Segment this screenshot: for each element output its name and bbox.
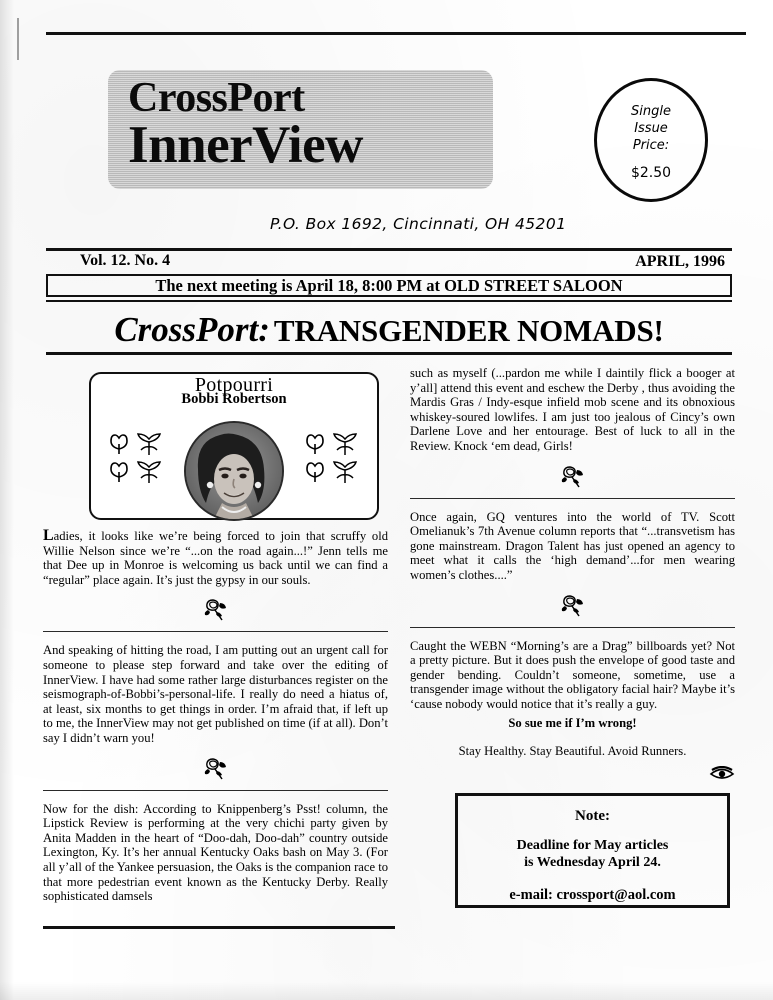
page-title: [46, 310, 732, 350]
signoff-line: Stay Healthy. Stay Beautiful. Avoid Runners.: [458, 744, 687, 759]
note-email: e-mail: crossport@aol.com: [509, 887, 676, 903]
price-label-line2: Issue: [634, 121, 668, 136]
headline-part-b: TRANSGENDER NOMADS!: [273, 313, 664, 348]
left-paragraph-1: [43, 529, 388, 587]
paragraph-divider-rule: [43, 631, 388, 632]
tulip-ornament-group-right: [301, 432, 363, 486]
price-amount: $2.50: [630, 165, 672, 181]
volume-number: Vol. 12. No. 4: [80, 252, 171, 269]
author-portrait-photo: [184, 421, 284, 521]
paragraph-divider-rule: [43, 790, 388, 791]
right-paragraph-3: Caught the WEBN “Morning’s are a Drag” billboards yet? Not a pretty picture. But it does push the envelope of good taste and gender bending. Couldn’t someone, sometime, use a transgender image without the obligatory facial hair? Maybe it’s ‘cause nobody would notice that it’s really a guy.: [410, 638, 735, 711]
next-meeting-banner: The next meeting is April 18, 8:00 PM at OLD STREET SALOON: [46, 274, 732, 297]
single-issue-price-badge: [594, 78, 708, 202]
scan-edge-shadow: [0, 0, 14, 1000]
headline-part-a: CrossPort:: [114, 310, 270, 349]
left-paragraph-2: And speaking of hitting the road, I am putting out an urgent call for someone to please step forward and take over the editing of InnerView. I have had some rather large disturbances register on the seismograph-of-Bobbi’s-personal-life. I really do need a hiatus of, at least, six months to get things in order. I’m afraid that, if left up to me, the InnerView may not get published on time (if at all). Don’t say I didn’t warn you!: [43, 643, 388, 745]
paragraph-divider-rule: [410, 498, 735, 499]
masthead-title-line1: CrossPort: [128, 75, 305, 121]
column-header-box: [89, 372, 379, 520]
fleur-ornament-icon: [135, 460, 163, 486]
fleur-ornament-icon: [135, 432, 163, 458]
right-emphasis-line: So sue me if I’m wrong!: [508, 715, 637, 730]
right-column: [410, 366, 735, 784]
left-paragraph-1-text: adies, it looks like we’re being forced to join that scruffy old Willie Nelson since we’re “...on the road again...!” Jenn tells me that Dee up in Monroe is welcoming us back until we can find a “regular” place again. It’s just the gypsy in our souls.: [43, 529, 388, 587]
note-box: [455, 793, 730, 908]
drop-cap: L: [43, 527, 54, 544]
eye-ornament-icon: [709, 766, 735, 780]
issue-date: APRIL, 1996: [635, 253, 725, 270]
tulip-ornament-group-left: [105, 432, 167, 486]
masthead-title-line2: InnerView: [128, 116, 363, 174]
headline-underline-rule: [46, 352, 732, 355]
portrait-image: [186, 423, 282, 519]
rose-ornament-icon: [201, 753, 231, 781]
scan-bottom-shadow: [0, 982, 773, 1000]
fleur-ornament-icon: [331, 432, 359, 458]
price-label-line3: Price:: [632, 138, 670, 153]
tulip-icon: [301, 432, 329, 458]
tulip-icon: [105, 460, 133, 486]
fleur-ornament-icon: [331, 460, 359, 486]
scan-streak-artifact: [17, 18, 19, 60]
top-border-rule: [46, 32, 746, 35]
price-label-line1: Single: [631, 104, 671, 119]
note-deadline-line1: Deadline for May articles: [516, 838, 669, 853]
rose-ornament-icon: [558, 461, 588, 489]
issue-bar-top-rule: [46, 248, 732, 251]
masthead-panel: [108, 70, 493, 189]
paragraph-divider-rule: [410, 627, 735, 628]
column-author: Bobbi Robertson: [181, 390, 287, 407]
note-deadline-line2: is Wednesday April 24.: [524, 855, 661, 870]
right-paragraph-1: such as myself (...pardon me while I daintily flick a booger at y’all] attend this event and eschew the Derby , thus avoiding the Mardis Gras / Indy-esque infield mob scene and its obnoxious whiskey-soured lowlifes. I am just too jealous of Cincy’s own Darlene Love and her entourage. Best of luck to all in the Review. Knock ‘em dead, Girls!: [410, 366, 735, 453]
left-column-bottom-rule: [43, 926, 395, 929]
right-paragraph-2: Once again, GQ ventures into the world of TV. Scott Omelianuk’s 7th Avenue column reports that “...transvetism has gone mainstream. Dragon Talent has just opened an agency to meet what it calls the ‘high demand’...for men wearing women’s clothes....”: [410, 509, 735, 582]
column-title: Potpourri: [194, 374, 274, 396]
issue-bar-bottom-rule: [46, 300, 732, 302]
mailing-address: P.O. Box 1692, Cincinnati, OH 45201: [270, 215, 567, 233]
rose-ornament-icon: [201, 594, 231, 622]
left-column: [43, 366, 388, 908]
left-paragraph-3: Now for the dish: According to Knippenberg’s Psst! column, the Lipstick Review is performing at the very chichi party given by Anita Madden in the heart of “Doo-dah, Doo-dah” country outside Lexington, Ky. It’s her annual Kentucky Oaks bash on May 3. (For all y’all of the Yankee persuasion, the Oaks is the companion race to that more pedestrian event known as the Kentucky Derby. Really sophisticated damsels: [43, 801, 388, 904]
note-title: Note:: [575, 808, 610, 824]
rose-ornament-icon: [558, 590, 588, 618]
tulip-icon: [301, 460, 329, 486]
tulip-icon: [105, 432, 133, 458]
